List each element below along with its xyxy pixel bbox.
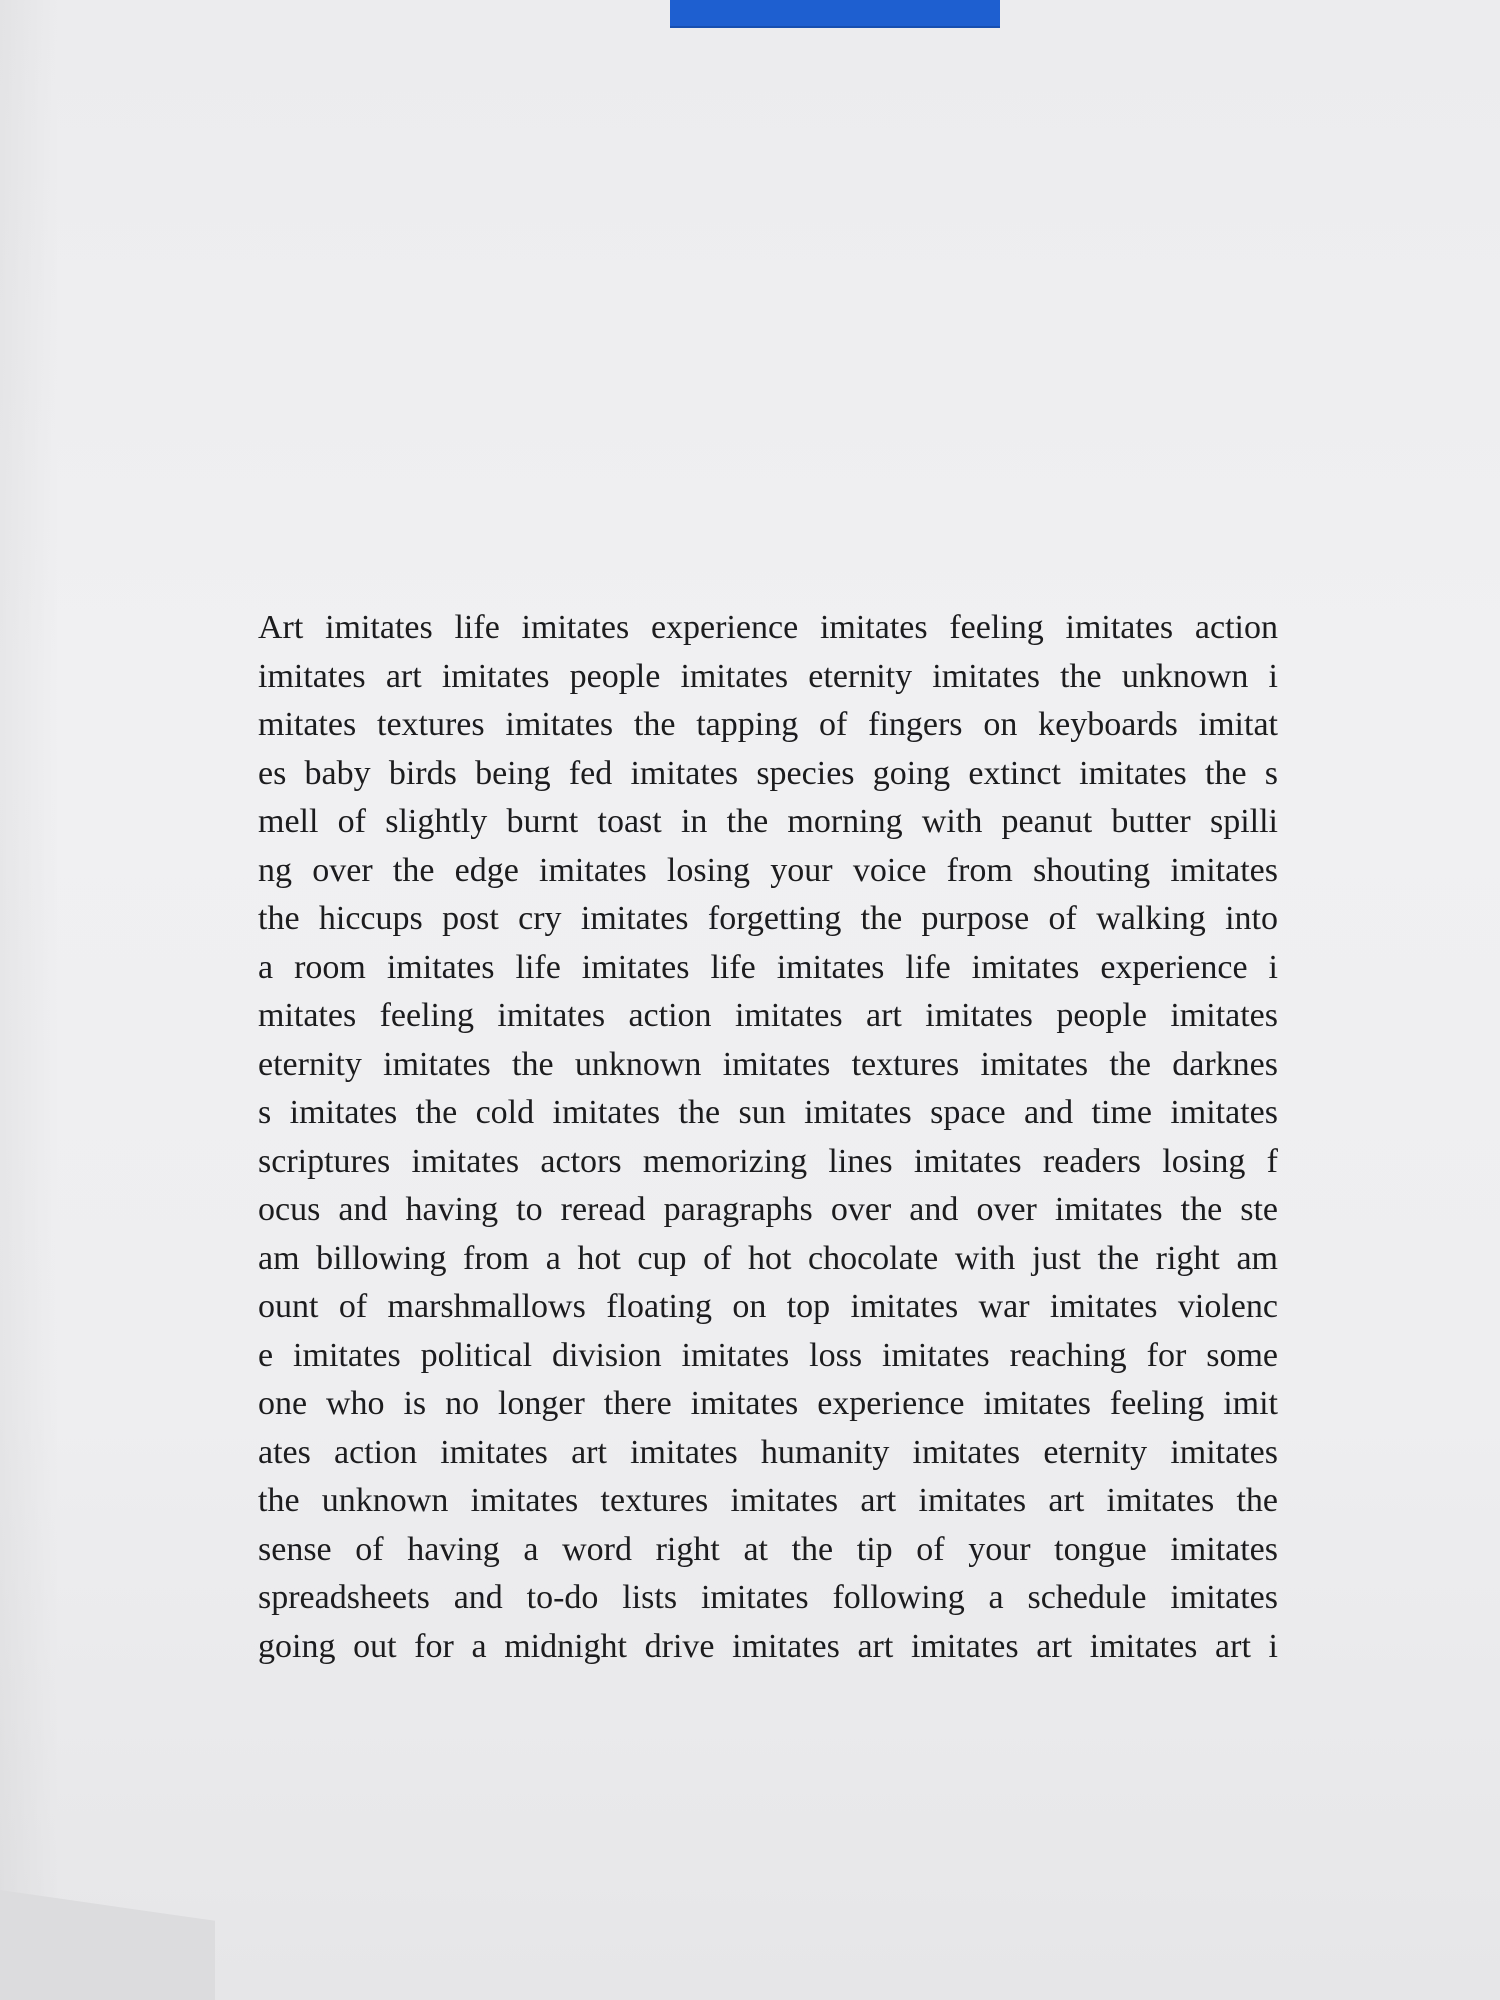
text-line-4: es baby birds being fed imitates species going extinct imitates the s xyxy=(258,754,1278,792)
text-line-2: imitates art imitates people imitates eternity imitates the unknown i xyxy=(258,657,1278,695)
text-line-15: ount of marshmallows floating on top imitates war imitates violenc xyxy=(258,1288,1278,1325)
blue-tape xyxy=(670,0,1000,28)
text-line-18: ates action imitates art imitates humanity imitates eternity imitates xyxy=(258,1433,1278,1471)
text-line-22: going out for a midnight drive imitates art imitates art imitates art i xyxy=(258,1627,1278,1665)
text-line-10: eternity imitates the unknown imitates textures imitates the darknes xyxy=(258,1045,1278,1083)
text-line-20: sense of having a word right at the tip of your tongue imitates xyxy=(258,1530,1278,1568)
text-line-11: s imitates the cold imitates the sun imitates space and time imitates xyxy=(258,1094,1278,1131)
text-line-8: a room imitates life imitates life imitates life imitates experience i xyxy=(258,948,1278,986)
text-line-17: one who is no longer there imitates experience imitates feeling imit xyxy=(258,1385,1278,1422)
text-line-5: mell of slightly burnt toast in the morning with peanut butter spilli xyxy=(258,803,1278,840)
text-line-13: ocus and having to reread paragraphs over and over imitates the ste xyxy=(258,1191,1278,1228)
paper-shadow xyxy=(0,0,60,2000)
text-line-7: the hiccups post cry imitates forgetting the purpose of walking into xyxy=(258,900,1278,937)
text-line-16: e imitates political division imitates loss imitates reaching for some xyxy=(258,1336,1278,1374)
text-line-14: am billowing from a hot cup of hot chocolate with just the right am xyxy=(258,1239,1278,1277)
text-line-21: spreadsheets and to-do lists imitates following a schedule imitates xyxy=(258,1579,1278,1616)
text-line-12: scriptures imitates actors memorizing lines imitates readers losing f xyxy=(258,1142,1278,1180)
text-line-3: mitates textures imitates the tapping of fingers on keyboards imitat xyxy=(258,706,1278,743)
text-line-19: the unknown imitates textures imitates art imitates art imitates the xyxy=(258,1482,1278,1519)
poem-text-block xyxy=(258,604,1278,1671)
text-line-9: mitates feeling imitates action imitates art imitates people imitates xyxy=(258,997,1278,1034)
text-line-6: ng over the edge imitates losing your voice from shouting imitates xyxy=(258,851,1278,889)
text-line-1: Art imitates life imitates experience imitates feeling imitates action xyxy=(258,609,1278,646)
